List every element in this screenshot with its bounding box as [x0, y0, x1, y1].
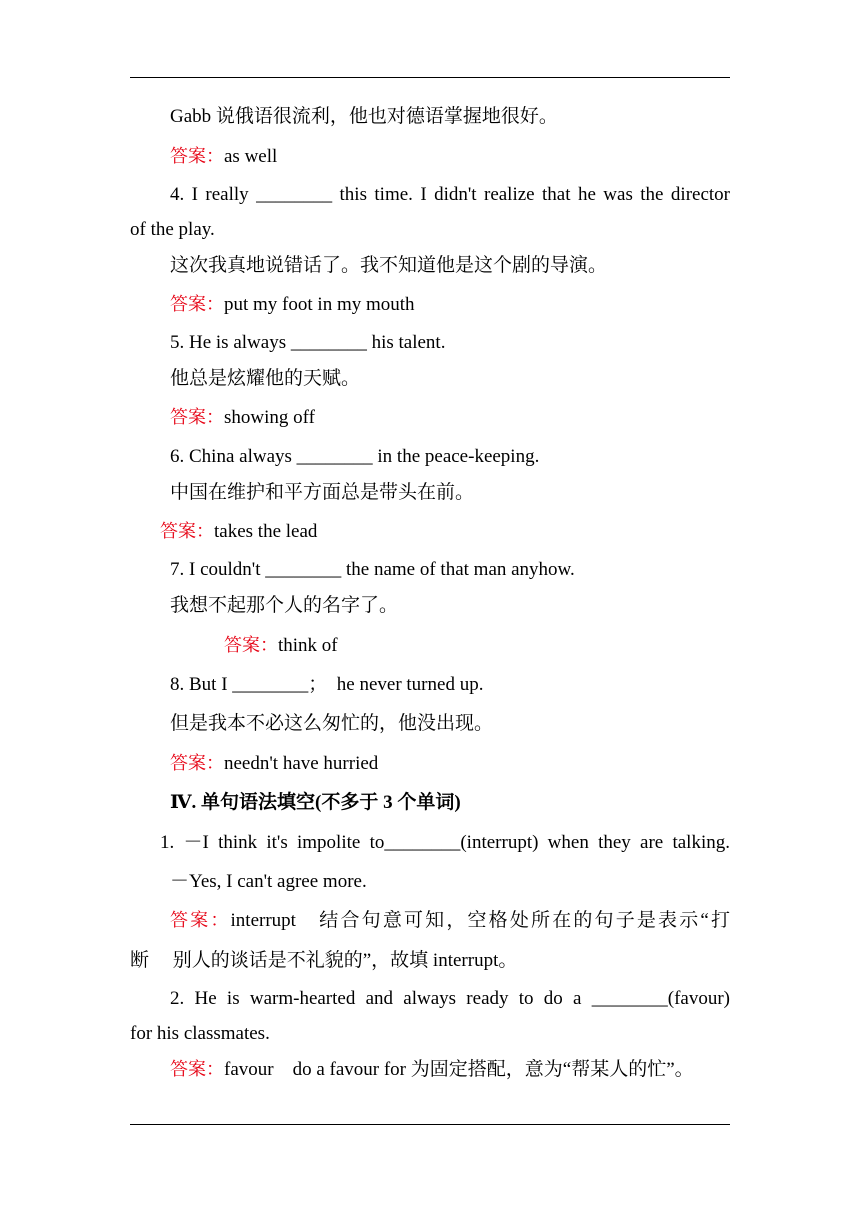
- question-reply-line: －Yes, I can't agree more.: [170, 871, 367, 892]
- answer-text: needn't have hurried: [224, 753, 379, 774]
- answer-text: put my foot in my mouth: [224, 294, 415, 315]
- translation-line: Gabb 说俄语很流利，他也对德语掌握地很好。: [170, 106, 558, 127]
- answer-line: [170, 144, 277, 170]
- translation-line: 他总是炫耀他的天赋。: [170, 368, 361, 389]
- answer-label: 答案：: [170, 146, 224, 167]
- answer-line: [170, 751, 378, 777]
- answer-text: as well: [224, 146, 278, 167]
- answer-text: showing off: [224, 407, 315, 428]
- answer-label: 答案：: [170, 294, 224, 315]
- answer-label: 答案：: [170, 407, 224, 428]
- answer-text: takes the lead: [214, 521, 318, 542]
- answer-label: 答案：: [160, 521, 214, 542]
- answer-line: [170, 292, 415, 318]
- answer-label: 答案：: [170, 753, 224, 774]
- section-heading: Ⅳ. 单句语法填空(不多于 3 个单词): [170, 792, 461, 813]
- header-rule: [130, 77, 730, 78]
- answer-line: [224, 633, 338, 659]
- footer-rule: [130, 1124, 730, 1125]
- question-line: 5. He is always ________ his talent.: [170, 332, 446, 353]
- question-line-continued: for his classmates.: [130, 1023, 270, 1044]
- question-line: 8. But I ________； he never turned up.: [170, 674, 484, 695]
- answer-label: 答案：: [170, 1059, 224, 1080]
- answer-text: favour do a favour for 为固定搭配，意为“帮某人的忙”。: [224, 1059, 694, 1080]
- answer-label: 答案：: [224, 635, 278, 656]
- question-line: 4. I really ________ this time. I didn't realize that he was the director: [170, 184, 730, 205]
- answer-explanation-continued: 断 别人的谈话是不礼貌的”，故填 interrupt。: [130, 950, 518, 971]
- answer-line: [170, 1057, 694, 1083]
- question-line-continued: of the play.: [130, 219, 215, 240]
- answer-line: [160, 519, 317, 545]
- answer-line: [170, 908, 730, 934]
- question-line: 2. He is warm-hearted and always ready to do a ________(favour): [170, 988, 730, 1009]
- answer-line: [170, 405, 315, 431]
- translation-line: 但是我本不必这么匆忙的，他没出现。: [170, 713, 494, 734]
- question-line: 7. I couldn't ________ the name of that man anyhow.: [170, 559, 575, 580]
- answer-text: interrupt 结合句意可知，空格处所在的句子是表示“打: [230, 910, 731, 931]
- translation-line: 中国在维护和平方面总是带头在前。: [170, 482, 475, 503]
- translation-line: 这次我真地说错话了。我不知道他是这个剧的导演。: [170, 255, 608, 276]
- answer-label: 答案：: [170, 910, 231, 931]
- question-line: 1. －I think it's impolite to________(interrupt) when they are talking.: [160, 832, 730, 853]
- translation-line: 我想不起那个人的名字了。: [170, 595, 399, 616]
- answer-text: think of: [278, 635, 338, 656]
- question-line: 6. China always ________ in the peace-keeping.: [170, 446, 540, 467]
